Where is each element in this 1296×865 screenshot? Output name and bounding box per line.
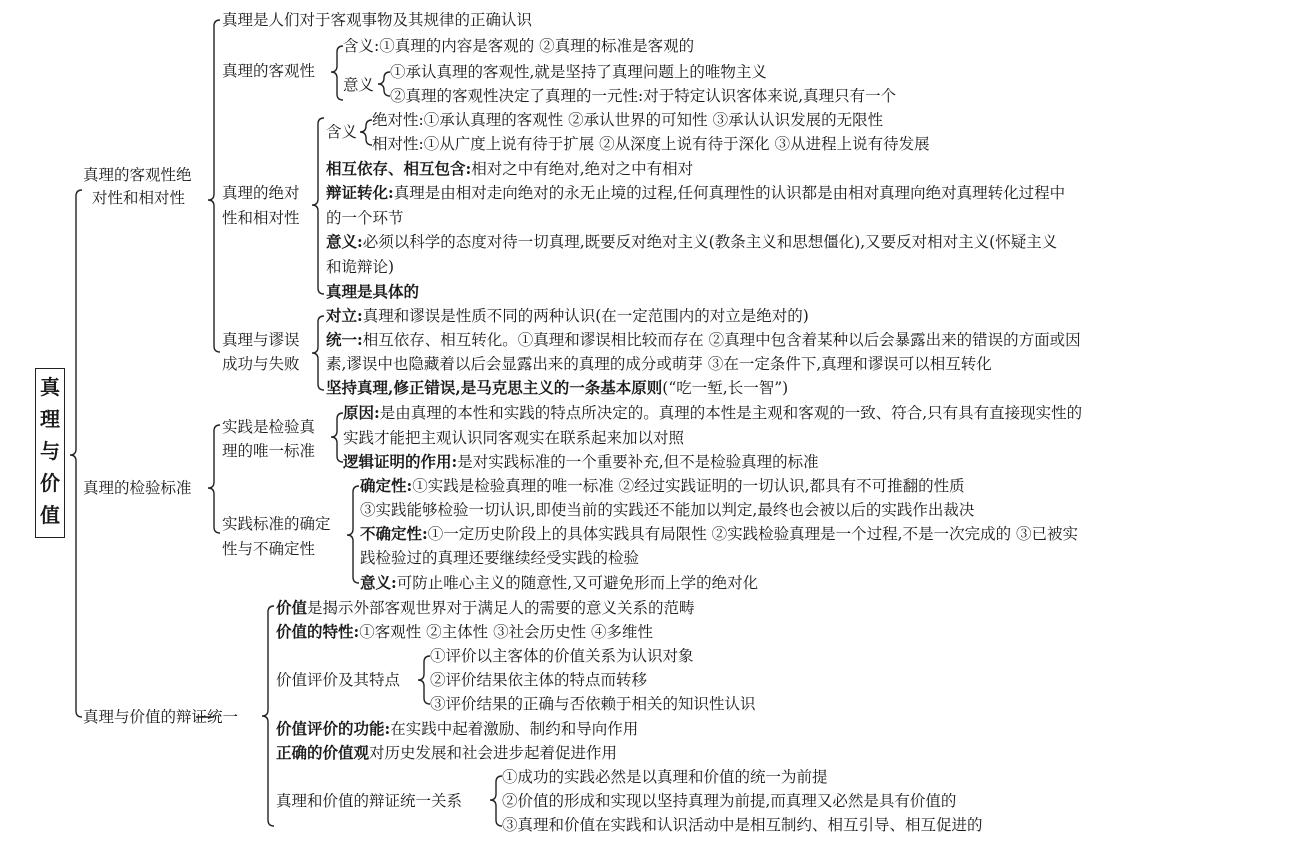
value-definition: 价值是揭示外部客观世界对于满足人的需要的意义关系的范畴 xyxy=(276,598,695,617)
section1-label: 真理的客观性绝 xyxy=(83,166,192,184)
objectivity-significance-brace xyxy=(378,72,390,96)
certainty-brace xyxy=(347,486,359,583)
root-brace xyxy=(70,190,82,717)
certainty-line-2: ③实践能够检验一切认识,即使当前的实践还不能加以判定,最终也会被以后的实践作出裁决 xyxy=(360,501,975,519)
dialectic-line: 辩证转化:真理是由相对走向绝对的永无止境的过程,任何真理性的认识都是由相对真理向绝对真理转化过程中 xyxy=(326,183,1066,202)
absrel-meaning-brace xyxy=(360,120,372,145)
objectivity-significance-label: 意义 xyxy=(343,76,375,94)
absrel-significance-line: 意义:必须以科学的态度对待一切真理,既要反对绝对主义(教条主义和思想僵化),又要反对相对主义(怀疑主义 xyxy=(326,232,1058,251)
relation-item: ②价值的形成和实现以坚持真理为前提,而真理又必然是具有价值的 xyxy=(502,792,957,810)
certainty-label: 性与不确定性 xyxy=(222,540,316,558)
evaluation-function: 价值评价的功能:在实践中起着激励、制约和导向作用 xyxy=(276,719,639,738)
certainty-line: 确定性:①实践是检验真理的唯一标准 ②经过实践证明的一切认识,都具有不可推翻的性质 xyxy=(360,476,965,495)
error-brace xyxy=(312,316,324,390)
section1-label: 对性和相对性 xyxy=(92,189,186,207)
absolute-line: 绝对性:①承认真理的客观性 ②承认世界的可知性 ③承认认识发展的无限性 xyxy=(372,111,884,129)
uncertainty-line: 不确定性:①一定历史阶段上的具体实践具有局限性 ②实践检验真理是一个过程,不是一次完成的 ③已被实 xyxy=(360,524,1079,543)
absrel-significance-line-2: 和诡辩论) xyxy=(326,258,395,276)
root-char: 真 xyxy=(40,375,60,399)
objectivity-meaning: 含义:①真理的内容是客观的 ②真理的标准是客观的 xyxy=(343,37,695,55)
root-char: 值 xyxy=(40,503,60,527)
dialectic-line-2: 的一个环节 xyxy=(326,209,404,227)
absrel-brace xyxy=(312,118,324,294)
principle-line: 坚持真理,修正错误,是马克思主义的一条基本原则(“吃一堑,长一智”) xyxy=(326,378,789,397)
practice-only-label: 实践是检验真 xyxy=(222,418,316,436)
absrel-label: 性和相对性 xyxy=(222,209,300,227)
relative-line: 相对性:①从广度上说有待于扩展 ②从深度上说有待于深化 ③从进程上说有待发展 xyxy=(372,135,930,153)
absrel-meaning-label: 含义 xyxy=(326,123,358,141)
certainty-meaning-line: 意义:可防止唯心主义的随意性,又可避免形而上学的绝对化 xyxy=(360,573,759,592)
correct-value-view: 正确的价值观对历史发展和社会进步起着促进作用 xyxy=(276,743,618,762)
section2-label: 真理的检验标准 xyxy=(83,479,192,497)
section3-label: 真理与价值的辩证统一 xyxy=(83,708,239,726)
reason-line-2: 实践才能把主观认识同客观实在联系起来加以对照 xyxy=(343,429,685,447)
objectivity-label: 真理的客观性 xyxy=(222,62,316,80)
section3-brace xyxy=(262,606,274,826)
relation-brace xyxy=(490,776,502,826)
relation-item: ①成功的实践必然是以真理和价值的统一为前提 xyxy=(502,768,828,786)
absrel-label: 真理的绝对 xyxy=(222,184,300,202)
relation-label: 真理和价值的辩证统一关系 xyxy=(276,792,463,810)
evaluation-item: ③评价结果的正确与否依赖于相关的知识性认识 xyxy=(430,695,756,713)
section1-brace xyxy=(208,20,220,352)
truth-definition: 真理是人们对于客观事物及其规律的正确认识 xyxy=(222,11,533,29)
practice-only-label: 理的唯一标准 xyxy=(222,442,316,460)
reason-line: 原因:是由真理的本性和实践的特点所决定的。真理的本性是主观和客观的一致、符合,只有具有直接现实性的 xyxy=(343,403,1083,422)
opposition-line: 对立:真理和谬误是性质不同的两种认识(在一定范围内的对立是绝对的) xyxy=(326,306,809,325)
certainty-label: 实践标准的确定 xyxy=(222,515,331,533)
unity-line-2: 素,谬误中也隐藏着以后会显露出来的真理的成分或萌芽 ③在一定条件下,真理和谬误可以相互转化 xyxy=(326,355,992,373)
truth-concrete: 真理是具体的 xyxy=(326,282,420,301)
root-node-box xyxy=(35,368,65,538)
unity-line: 统一:相互依存、相互转化。①真理和谬误相比较而存在 ②真理中包含着某种以后会暴露出来的错误的方面或因 xyxy=(326,330,1081,349)
root-char: 价 xyxy=(40,471,60,495)
error-label: 真理与谬误 xyxy=(222,331,300,349)
root-char: 与 xyxy=(40,439,60,463)
objectivity-significance-2: ②真理的客观性决定了真理的一元性:对于特定认识客体来说,真理只有一个 xyxy=(390,87,897,105)
evaluation-brace xyxy=(418,656,430,704)
uncertainty-line-2: 践检验过的真理还要继续经受实践的检验 xyxy=(360,549,640,567)
value-traits: 价值的特性:①客观性 ②主体性 ③社会历史性 ④多维性 xyxy=(276,622,654,641)
root-char: 理 xyxy=(40,407,60,431)
objectivity-significance-1: ①承认真理的客观性,就是坚持了真理问题上的唯物主义 xyxy=(390,63,767,81)
section2-brace xyxy=(208,425,220,533)
interdependence-line: 相互依存、相互包含:相对之中有绝对,绝对之中有相对 xyxy=(326,159,694,178)
objectivity-brace xyxy=(331,46,343,100)
relation-item: ③真理和价值在实践和认识活动中是相互制约、相互引导、相互促进的 xyxy=(502,816,983,834)
evaluation-item: ②评价结果依主体的特点而转移 xyxy=(430,671,648,689)
evaluation-label: 价值评价及其特点 xyxy=(276,671,401,689)
practice-only-brace xyxy=(331,413,343,462)
evaluation-item: ①评价以主客体的价值关系为认识对象 xyxy=(430,647,694,665)
logic-line: 逻辑证明的作用:是对实践标准的一个重要补充,但不是检验真理的标准 xyxy=(343,452,819,471)
error-label: 成功与失败 xyxy=(222,355,300,373)
